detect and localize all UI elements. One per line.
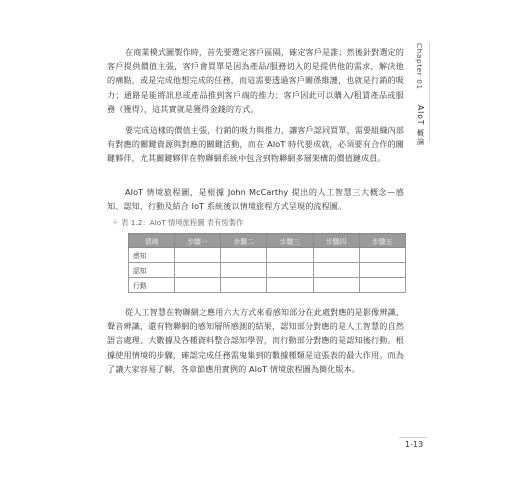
table-cell — [175, 263, 221, 278]
table-row-label: 感知 — [129, 248, 175, 263]
table-cell — [359, 248, 405, 263]
side-divider — [429, 42, 430, 142]
paragraph-journey-map-intro: AIoT 情境旅程圖，是根據 John McCarthy 提出的人工智慧三大概念—感知、認知、行動及結合 IoT 系統後以情境旅程方式呈現的流程圖。 — [107, 187, 404, 212]
table-cell — [313, 248, 359, 263]
paragraph-ai-iot-applications: 從人工智慧在物聯網之應用六大方式來看感知部分在此處對應的是影像辨識、聲音辨識，還有物聯網的感知層所感測的結果，認知部分對應的是人工智慧的自然語言處理、大數據及各種資料整合認知學習，而行動部分對應的是認知後行動。根據使用情境的步驟，確認完成任務需鬼集到的數據種類是這張表的最大作用。而為了讓大家容易了解，各章節應用實例的 AIoT 情境旅程圖為簡化版本。 — [107, 307, 404, 374]
table-header-cell: 步驟二 — [221, 234, 267, 248]
paragraph-business-model: 在商業模式圖製作時，首先要選定客戶區隔，確定客戶是誰；然後針對選定的客戶提供價值主張，客戶會買單是因為產品/服務切入的是提供他的需求，解決他的痛點，或是完成他想完成的任務，而這需要透過客戶關係維護，也就是行銷的吸力；通路是能將訊息或產品推到客戶端的推力；客戶因此可以購入/租賃產品或服務（獲得），這其實就是獲得金錢的方式。 — [107, 47, 404, 114]
footer-divider — [399, 437, 427, 438]
table-cell — [313, 263, 359, 278]
table-header-cell: 步驟五 — [359, 234, 405, 248]
table-header-cell: 情境 — [129, 234, 175, 248]
table-cell — [359, 278, 405, 293]
table-cell — [267, 278, 313, 293]
table-cell — [267, 248, 313, 263]
table-row-label: 行動 — [129, 278, 175, 293]
table-cell — [175, 278, 221, 293]
chapter-title: AIoT 概論 — [416, 105, 425, 146]
journey-map-table — [128, 233, 406, 293]
table-row — [129, 248, 406, 263]
caption-marker-icon: ✧ — [112, 218, 119, 227]
table-header-cell: 步驟一 — [175, 234, 221, 248]
table-cell — [221, 248, 267, 263]
chapter-side-tab — [415, 43, 427, 146]
table-cell — [175, 248, 221, 263]
table-caption — [112, 218, 243, 228]
caption-text: 表 1.2：AIoT 情境旅程圖 表有恆製作 — [121, 218, 244, 227]
paragraph-value-proposition: 要完成這樣的價值主張，行銷的吸力與推力，讓客戶認同買單，需要組織內部有對應的關鍵資源與對應的關鍵活動，而在 AIoT 時代要成就，必須要有合作的關鍵夥伴，尤其關鍵夥伴在物聯網系統中包含到物聯網多層架構的價值鏈成員。 — [107, 125, 404, 164]
table-header-row — [129, 234, 406, 248]
table-cell — [221, 263, 267, 278]
table-cell — [359, 263, 405, 278]
table-cell — [267, 263, 313, 278]
page-number: 1-13 — [405, 440, 424, 449]
table-cell — [221, 278, 267, 293]
table-row — [129, 263, 406, 278]
table-cell — [313, 278, 359, 293]
table-header-cell: 步驟四 — [313, 234, 359, 248]
table-row — [129, 278, 406, 293]
chapter-label: Chapter 01 — [415, 43, 424, 90]
table-header-cell: 步驟三 — [267, 234, 313, 248]
table-row-label: 認知 — [129, 263, 175, 278]
